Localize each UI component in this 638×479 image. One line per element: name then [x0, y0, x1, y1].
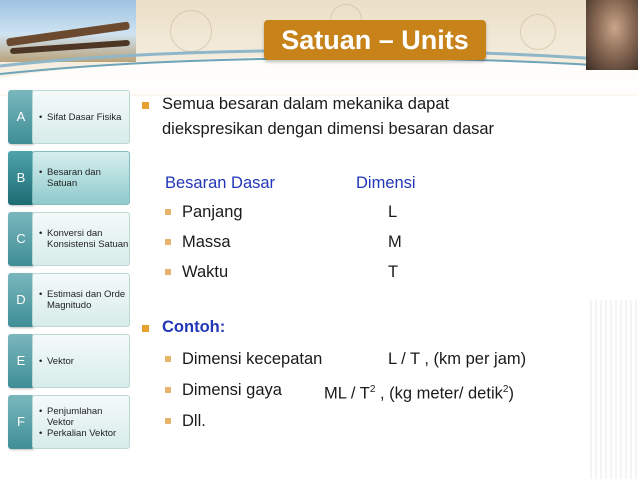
sidebar-box	[32, 334, 130, 388]
square-bullet-icon	[165, 418, 171, 424]
sidebar-item-c[interactable]	[8, 212, 130, 266]
sketch-decoration	[520, 14, 556, 50]
sidebar-letter: C	[8, 212, 34, 266]
sidebar-letter: D	[8, 273, 34, 327]
bullet-dot-icon: •	[39, 355, 43, 367]
bullet-dot-icon: •	[39, 289, 43, 300]
sidebar-item-label: Penjumlahan Vektor	[47, 405, 103, 428]
sidebar-bullet-item	[39, 406, 129, 428]
bullet-dot-icon: •	[39, 427, 43, 439]
square-bullet-icon	[165, 209, 171, 215]
sidebar-bullet-item	[39, 289, 129, 311]
sidebar-item-b[interactable]	[8, 151, 130, 205]
sidebar-item-label: Konversi dan Konsistensi Satuan	[47, 228, 129, 250]
newton-portrait	[586, 0, 638, 70]
example-gaya-value	[324, 379, 514, 405]
header-banner	[0, 0, 638, 96]
sidebar-item-label: Estimasi dan Orde Magnitudo	[47, 289, 126, 311]
example-gaya-name: Dimensi gaya	[182, 381, 282, 399]
square-bullet-icon	[165, 387, 171, 393]
page-title: Satuan – Units	[264, 20, 486, 60]
gaya-unit-mid: , (kg meter/ detik	[375, 384, 503, 403]
square-bullet-icon	[165, 356, 171, 362]
sidebar-item-e[interactable]	[8, 334, 130, 388]
bullet-dot-icon: •	[39, 228, 43, 239]
decorative-texture	[590, 300, 638, 479]
square-bullet-icon	[165, 269, 171, 275]
sidebar-bullet-item	[39, 228, 129, 250]
gaya-unit-end: )	[508, 384, 514, 403]
sidebar-item-d[interactable]	[8, 273, 130, 327]
sidebar-bullet-item	[39, 356, 129, 367]
sidebar-letter: B	[8, 151, 34, 205]
row-quantity-panjang: Panjang	[182, 203, 243, 221]
square-bullet-icon	[165, 239, 171, 245]
gaya-exponent-2: 2	[502, 384, 509, 395]
example-dll: Dll.	[182, 412, 206, 430]
row-quantity-massa: Massa	[182, 233, 231, 251]
bullet-dot-icon: •	[39, 167, 43, 178]
header-dimensi: Dimensi	[356, 174, 416, 192]
sidebar-item-label: Perkalian Vektor	[47, 427, 117, 439]
header-besaran-dasar: Besaran Dasar	[165, 174, 276, 192]
sidebar-box	[32, 395, 130, 449]
sidebar-item-label: Besaran dan Satuan	[47, 167, 101, 189]
example-kecepatan-value: L / T , (km per jam)	[388, 350, 527, 368]
square-bullet-icon	[142, 102, 149, 109]
sidebar-item-f[interactable]	[8, 395, 130, 449]
intro-line-1: Semua besaran dalam mekanika dapat	[162, 95, 450, 113]
row-dimension-l: L	[388, 203, 398, 221]
square-bullet-icon	[142, 325, 149, 332]
row-dimension-t: T	[388, 263, 399, 281]
sidebar-box	[32, 273, 130, 327]
sidebar-bullet-item	[39, 167, 129, 189]
row-quantity-waktu: Waktu	[182, 263, 229, 281]
intro-line-2: diekspresikan dengan dimensi besaran dasar	[162, 120, 495, 138]
sidebar-item-label: Sifat Dasar Fisika	[47, 111, 122, 123]
sketch-decoration	[170, 10, 212, 52]
sidebar-letter: F	[8, 395, 34, 449]
bullet-dot-icon: •	[39, 405, 43, 417]
contoh-label: Contoh:	[162, 318, 226, 336]
sidebar-box	[32, 151, 130, 205]
example-kecepatan-name: Dimensi kecepatan	[182, 350, 323, 368]
bullet-dot-icon: •	[39, 111, 43, 123]
sidebar-letter: A	[8, 90, 34, 144]
sidebar-box	[32, 90, 130, 144]
sidebar-bullet-item	[39, 112, 129, 123]
sidebar-bullet-item	[39, 428, 129, 439]
row-dimension-m: M	[388, 233, 402, 251]
sidebar-item-a[interactable]	[8, 90, 130, 144]
gaya-exponent: 2	[369, 384, 376, 395]
gaya-unit-prefix: ML / T	[324, 384, 370, 403]
sidebar-letter: E	[8, 334, 34, 388]
sidebar-item-label: Vektor	[47, 355, 74, 367]
sidebar-box	[32, 212, 130, 266]
